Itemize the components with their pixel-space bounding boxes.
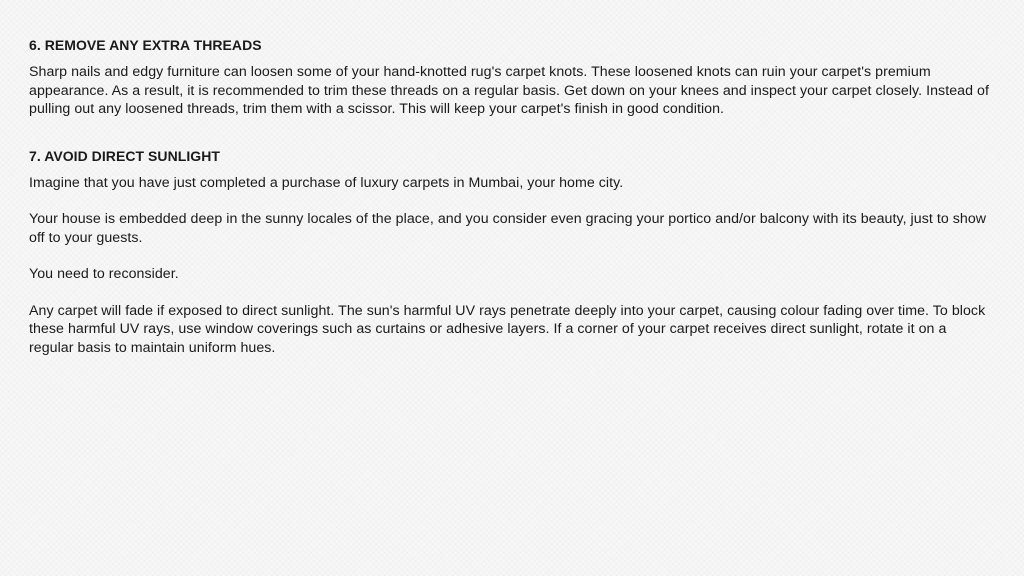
section-avoid-direct-sunlight bbox=[29, 147, 994, 358]
paragraph: Imagine that you have just completed a purchase of luxury carpets in Mumbai, your home city. bbox=[29, 174, 624, 191]
spacer bbox=[29, 284, 994, 302]
spacer bbox=[29, 247, 994, 265]
section-heading: 6. REMOVE ANY EXTRA THREADS bbox=[29, 37, 262, 53]
section-heading: 7. AVOID DIRECT SUNLIGHT bbox=[29, 147, 220, 164]
paragraph: Sharp nails and edgy furniture can loosen some of your hand-knotted rug's carpet knots. These loosened knots can ruin your carpet's premium appearance. As a result, it is recommended to trim these threads on a regular basis. Get down on your knees and inspect your carpet closely. Instead of pulling out any loosened threads, trim them with a scissor. This will keep your carpet's finish in good condition. bbox=[29, 64, 989, 117]
section-remove-extra-threads bbox=[29, 36, 994, 119]
spacer bbox=[29, 119, 994, 147]
spacer bbox=[29, 192, 994, 210]
paragraph: Any carpet will fade if exposed to direct sunlight. The sun's harmful UV rays penetrate deeply into your carpet, causing colour fading over time. To block these harmful UV rays, use window coverings such as curtains or adhesive layers. If a corner of your carpet receives direct sunlight, rotate it on a regular basis to maintain uniform hues. bbox=[29, 302, 986, 356]
paragraph: Your house is embedded deep in the sunny locales of the place, and you consider even gracing your portico and/or balcony with its beauty, just to show off to your guests. bbox=[29, 211, 987, 246]
paragraph: You need to reconsider. bbox=[29, 266, 179, 282]
